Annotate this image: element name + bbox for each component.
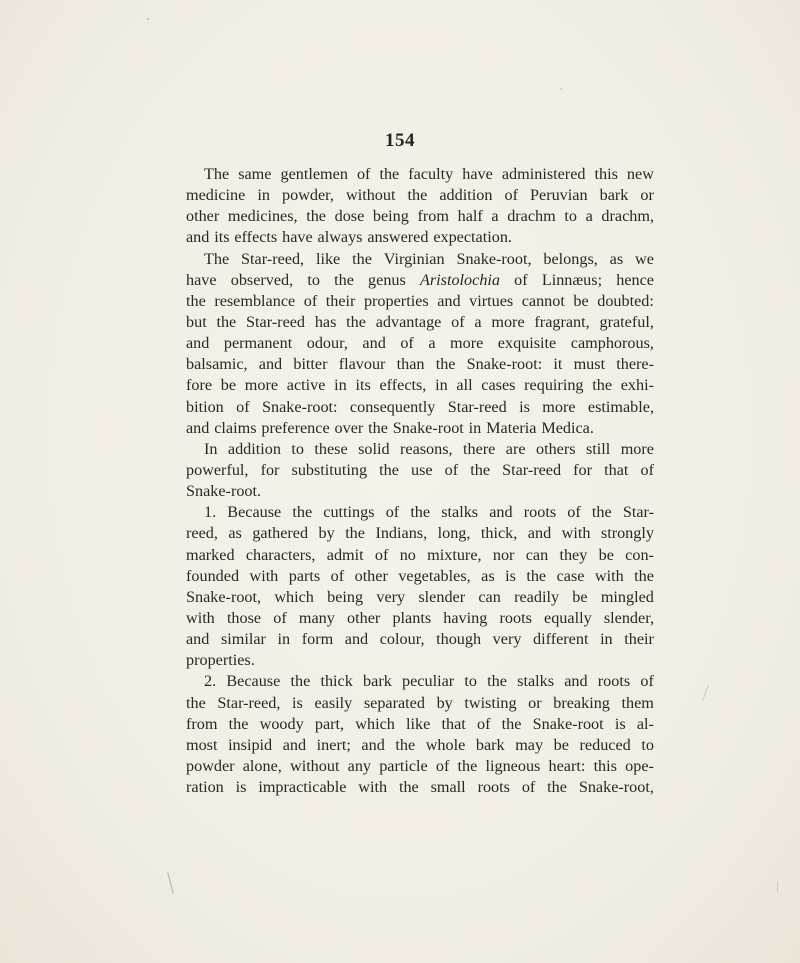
- text-line: and its effects have always answered expectation.: [186, 228, 512, 247]
- text-line: Snake-root, which being very slender can readily be mingled: [186, 587, 654, 606]
- body-text: [186, 164, 654, 798]
- text-line: bition of Snake-root: consequently Star-reed is more estimable,: [186, 397, 654, 416]
- text-line: other medicines, the dose being from half a drachm to a drachm,: [186, 207, 654, 226]
- text-line: the resemblance of their properties and virtues cannot be doubted:: [186, 291, 654, 310]
- text-line: reed, as gathered by the Indians, long, thick, and with strongly: [186, 524, 654, 543]
- text-line: In addition to these solid reasons, there are others still more: [204, 439, 654, 458]
- page-number: 154: [385, 130, 415, 151]
- paper-speck: [147, 18, 149, 20]
- text-line: fore be more active in its effects, in all cases requiring the exhi-: [186, 376, 654, 395]
- text-line: ration is impracticable with the small roots of the Snake-root,: [186, 778, 654, 797]
- text-line: The Star-reed, like the Virginian Snake-root, belongs, as we: [204, 249, 654, 268]
- text-line: balsamic, and bitter flavour than the Snake-root: it must there-: [186, 355, 654, 374]
- text-line: but the Star-reed has the advantage of a more fragrant, grateful,: [186, 312, 654, 331]
- text-line: medicine in powder, without the addition of Peruvian bark or: [186, 186, 654, 205]
- text-line: powerful, for substituting the use of the Star-reed for that of: [186, 460, 654, 479]
- text-line: Snake-root.: [186, 482, 262, 501]
- text-line: and similar in form and colour, though very different in their: [186, 630, 654, 649]
- paper-speck: [560, 88, 562, 90]
- text-line: marked characters, admit of no mixture, nor can they be con-: [186, 545, 654, 564]
- text-line: powder alone, without any particle of the ligneous heart: this ope-: [186, 756, 654, 775]
- text-line: from the woody part, which like that of the Snake-root is al-: [186, 714, 654, 733]
- text-line: 1. Because the cuttings of the stalks and roots of the Star-: [204, 503, 654, 522]
- text-line: with those of many other plants having roots equally slender,: [186, 608, 654, 627]
- paper-speck: [777, 882, 778, 892]
- text-line: 2. Because the thick bark peculiar to the stalks and roots of: [204, 672, 654, 691]
- text-line: most insipid and inert; and the whole bark may be reduced to: [186, 735, 654, 754]
- text-line: founded with parts of other vegetables, as is the case with the: [186, 566, 654, 585]
- text-line: the Star-reed, is easily separated by twisting or breaking them: [186, 693, 654, 712]
- text-line: and permanent odour, and of a more exquisite camphorous,: [186, 334, 654, 353]
- text-line: and claims preference over the Snake-root in Materia Medica.: [186, 418, 594, 437]
- paper-speck: [702, 685, 708, 700]
- text-line: properties.: [186, 651, 255, 670]
- text-line: The same gentlemen of the faculty have administered this new: [204, 165, 654, 183]
- paper-speck: [167, 872, 174, 894]
- text-line: have observed, to the genus Aristolochia of Linnæus; hence: [186, 270, 654, 289]
